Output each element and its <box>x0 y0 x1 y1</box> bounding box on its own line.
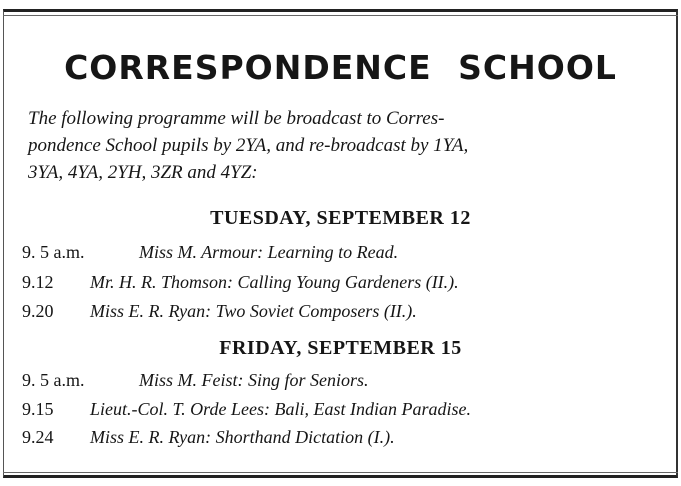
top-inner-rule <box>3 15 678 16</box>
day-heading-tuesday: TUESDAY, SEPTEMBER 12 <box>210 207 471 229</box>
bottom-inner-rule <box>3 472 678 473</box>
schedule-row <box>22 366 369 394</box>
schedule-program: Miss M. Armour: Learning to Read. <box>139 242 399 262</box>
schedule-program: Miss E. R. Ryan: Two Soviet Composers (II.). <box>90 301 417 321</box>
schedule-program: Miss M. Feist: Sing for Seniors. <box>139 370 369 390</box>
schedule-program: Miss E. R. Ryan: Shorthand Dictation (I.). <box>90 427 395 447</box>
schedule-time: 9.12 <box>22 272 54 292</box>
schedule-program: Lieut.-Col. T. Orde Lees: Bali, East Indian Paradise. <box>90 399 471 419</box>
day-heading-friday: FRIDAY, SEPTEMBER 15 <box>219 337 462 359</box>
schedule-time: 9. 5 a.m. <box>22 370 85 390</box>
schedule-program: Mr. H. R. Thomson: Calling Young Gardeners (II.). <box>90 272 459 292</box>
intro-paragraph <box>28 105 660 186</box>
schedule-row <box>22 395 471 423</box>
schedule-row <box>22 238 398 266</box>
schedule-row <box>22 268 459 296</box>
intro-line: pondence School pupils by 2YA, and re-broadcast by 1YA, <box>28 135 469 156</box>
schedule-time: 9.20 <box>22 301 54 321</box>
intro-line: 3YA, 4YA, 2YH, 3ZR and 4YZ: <box>28 162 258 183</box>
intro-line: The following programme will be broadcast to Corres- <box>28 108 445 129</box>
notice-title: CORRESPONDENCE SCHOOL <box>64 48 617 87</box>
schedule-row <box>22 297 417 325</box>
schedule-time: 9.24 <box>22 427 54 447</box>
schedule-row <box>22 423 395 451</box>
schedule-time: 9.15 <box>22 399 54 419</box>
schedule-time: 9. 5 a.m. <box>22 242 85 262</box>
